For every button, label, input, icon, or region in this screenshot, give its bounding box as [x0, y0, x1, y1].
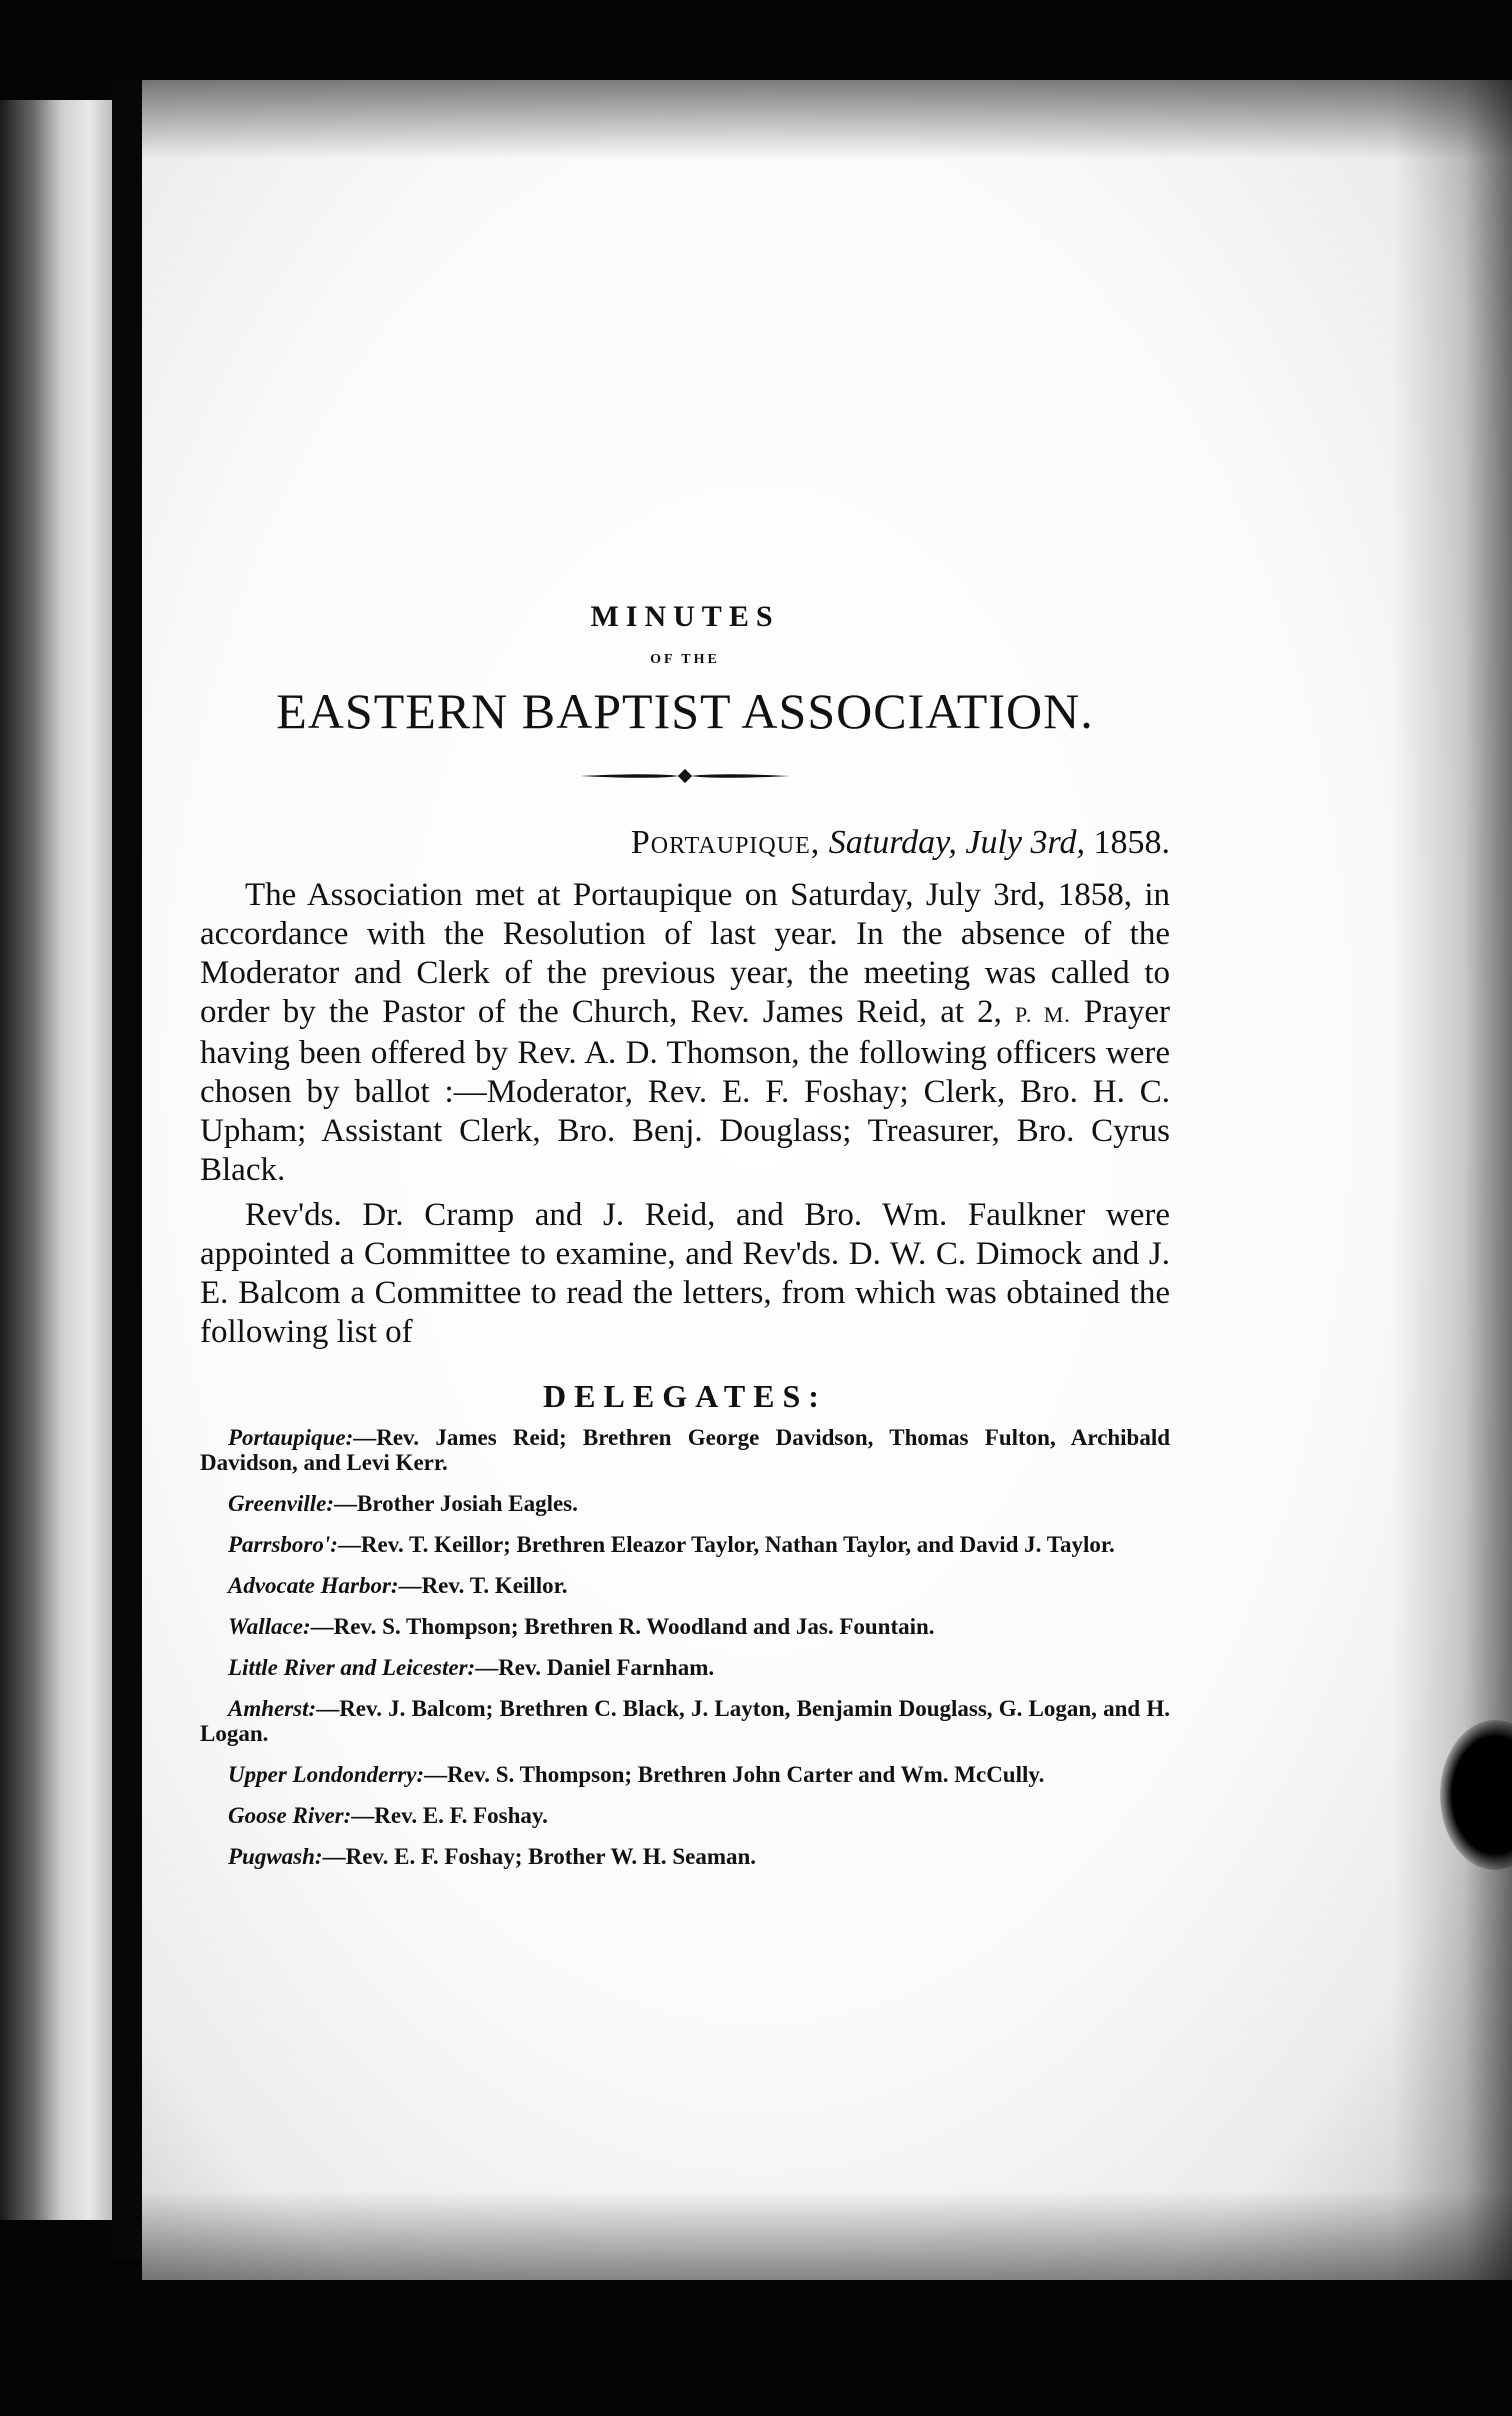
delegate-place: Pugwash:	[228, 1844, 323, 1869]
delegate-names: —Rev. J. Balcom; Brethren C. Black, J. Layton, Benjamin Douglass, G. Logan, and H. Logan.	[200, 1696, 1170, 1746]
delegate-names: —Rev. T. Keillor; Brethren Eleazor Taylor, Nathan Taylor, and David J. Taylor.	[337, 1532, 1115, 1557]
adjacent-page-edge	[0, 100, 112, 2220]
paragraph-opening-pm: P. M.	[1015, 1002, 1071, 1027]
delegates-heading: DELEGATES:	[543, 1378, 827, 1414]
heading-minutes: MINUTES	[590, 600, 780, 633]
delegate-place: Little River and Leicester:	[228, 1655, 476, 1680]
delegate-entry	[200, 1696, 1170, 1746]
delegate-names: —Rev. S. Thompson; Brethren R. Woodland and Jas. Fountain.	[310, 1614, 935, 1639]
delegate-entry	[200, 1762, 1170, 1787]
delegate-entry	[200, 1844, 1170, 1869]
delegate-place: Greenville:	[228, 1491, 335, 1516]
paragraph-opening-part-a: The Association met at Portaupique on Saturday, July 3rd, 1858, in accordance with the Resolution of last year. In the absence of the Moderator and Clerk of the previous year, the meeting was called to order by the Pastor of the Church, Rev. James Reid, at 2,	[200, 877, 1170, 1030]
delegate-entry	[200, 1532, 1170, 1557]
paragraph-opening-part-b: Prayer having been offered by Rev. A. D. Thomson, the following officers were chosen by ballot :—Moderator, Rev. E. F. Foshay; Clerk, Bro. H. C. Upham; Assistant Clerk, Bro. Benj. Douglass; Treasurer, Bro. Cyrus Black.	[200, 994, 1171, 1188]
delegate-place: Parrsboro':	[228, 1532, 338, 1557]
paragraph-committees: Rev'ds. Dr. Cramp and J. Reid, and Bro. Wm. Faulkner were appointed a Committee to examine, and Rev'ds. D. W. C. Dimock and J. E. Balcom a Committee to read the letters, from which was obtained the following list of	[200, 1197, 1170, 1350]
dateline-place: Portaupique,	[630, 824, 821, 861]
ornament-rule-icon	[580, 766, 790, 786]
delegate-place: Advocate Harbor:	[228, 1573, 399, 1598]
delegate-place: Portaupique:	[228, 1425, 354, 1450]
book-gutter	[112, 80, 142, 2260]
delegate-place: Upper Londonderry:	[228, 1762, 425, 1787]
heading-association: EASTERN BAPTIST ASSOCIATION.	[276, 683, 1094, 739]
delegates-list	[200, 1425, 1170, 1869]
delegate-names: —Rev. Daniel Farnham.	[475, 1655, 715, 1680]
delegate-entry	[200, 1573, 1170, 1598]
delegate-entry	[200, 1803, 1170, 1828]
delegate-names: —Rev. James Reid; Brethren George Davidson, Thomas Fulton, Archibald Davidson, and Levi Kerr.	[200, 1425, 1170, 1475]
delegate-entry	[200, 1425, 1170, 1475]
delegate-place: Amherst:	[228, 1696, 317, 1721]
page-top-shadow	[142, 80, 1512, 160]
dateline-date: July 3rd,	[965, 824, 1085, 861]
delegate-names: —Rev. E. F. Foshay.	[351, 1803, 548, 1828]
delegate-entry	[200, 1614, 1170, 1639]
delegate-place: Goose River:	[228, 1803, 352, 1828]
dateline	[200, 824, 1170, 862]
delegate-entry	[200, 1491, 1170, 1516]
delegate-names: —Rev. E. F. Foshay; Brother W. H. Seaman.	[322, 1844, 757, 1869]
delegate-names: —Brother Josiah Eagles.	[334, 1491, 578, 1516]
page-bottom-shadow	[142, 2190, 1512, 2280]
page-right-shadow	[1392, 80, 1512, 2280]
heading-of-the: OF THE	[650, 652, 720, 667]
document-body	[200, 600, 1170, 1885]
delegate-place: Wallace:	[228, 1614, 311, 1639]
delegate-entry	[200, 1655, 1170, 1680]
paragraph-opening	[200, 876, 1170, 1190]
delegate-names: —Rev. S. Thompson; Brethren John Carter and Wm. McCully.	[424, 1762, 1045, 1787]
dateline-day: Saturday,	[828, 824, 957, 861]
dateline-year: 1858.	[1093, 824, 1170, 861]
delegate-names: —Rev. T. Keillor.	[398, 1573, 568, 1598]
